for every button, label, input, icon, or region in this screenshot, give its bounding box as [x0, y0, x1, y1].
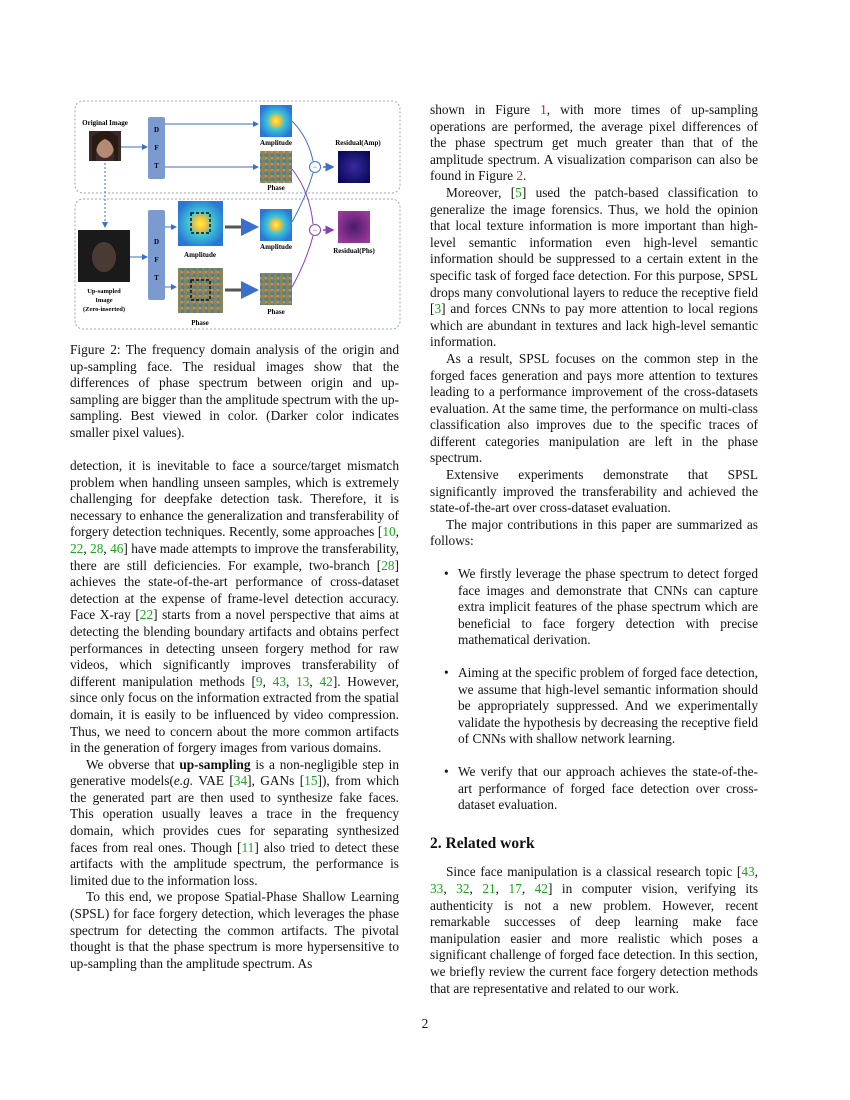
minus-sign-phs: −: [312, 225, 318, 235]
minus-sign-amp: −: [312, 162, 318, 172]
bold-term: up-sampling: [179, 756, 251, 772]
paragraph: detection, it is inevitable to face a source/target mismatch problem when handling unseen samples, which is extremely challenging for deepfake detection task. Therefore, it is necessary to enhance the generalization and transferability of forgery detection techniques. Recently, some approaches [10, 22, 28, 46] have made attempts to improve the transferability, there are still deficiencies. For example, two-branch [28] achieves the state-of-the-art performance of cross-dataset detection at the expense of frame-level detection accuracy. Face X-ray [22] starts from a novel perspective that aims at detecting the blending boundary artifacts and obtains perfect performances in detecting unseen forgery method for raw videos, which significantly improves transferability of different manipulation methods [9, 43, 13, 42]. However, since only focus on the information extracted from the spatial domain, it is easily to be influenced by video compression. Thus, we need to concern about the more common artifacts in the generation of forgery images from various domains.: [70, 458, 400, 756]
citation-link[interactable]: 43: [741, 864, 755, 880]
figure-diagram: [70, 97, 403, 332]
phase-spectrum-upsampled: [178, 268, 223, 313]
citation-link[interactable]: 42: [534, 880, 548, 896]
label-amplitude-upsampled: Amplitude: [184, 251, 216, 259]
citation-link[interactable]: 32: [456, 880, 470, 896]
figure-2: [70, 97, 403, 332]
citation-link[interactable]: 5: [515, 184, 522, 200]
amplitude-spectrum-upsampled: [178, 201, 223, 246]
amplitude-spectrum-bottom: [260, 209, 292, 241]
list-item: • Aiming at the specific problem of forged face detection, we assume that high-level semantic information should be appropriately suppressed. And we experimentally validate the hypothesis by decreasing the receptive field of CNNs with shallow network learning.: [430, 665, 758, 748]
label-residual-amp: Residual(Amp): [335, 139, 381, 147]
label-upsampled-2: Image: [95, 297, 113, 304]
citation-link[interactable]: 42: [319, 673, 333, 689]
paragraph: Moreover, [5] used the patch-based classification to generalize the image forensics. Thus, we hold the opinion that local texture information is more important than high-level semantic information even high-level semantic information should be suppressed to a certain extent in the specific task of forged face detection. For this purpose, SPSL drops many convolutional layers to reduce the receptive field [3] and forces CNNs to pay more attention to local regions which are abundant in textures and lack high-level semantic information.: [430, 184, 758, 350]
paragraph: The major contributions in this paper are summarized as follows:: [430, 516, 758, 549]
paragraph: As a result, SPSL focuses on the common step in the forged faces generation and pays more attention to textures leading to a performance improvement of the cross-datasets evaluation. At the same time, the performance on multi-class classification also improves due to the specific traces of different categories manipulation are left in the phase spectrum.: [430, 350, 758, 466]
citation-link[interactable]: 17: [508, 880, 522, 896]
citation-link[interactable]: 3: [434, 301, 442, 317]
citation-link[interactable]: 33: [430, 880, 444, 896]
contributions-list: [430, 566, 758, 814]
list-item: • We verify that our approach achieves the state-of-the-art performance of forged face detection over cross-dataset evaluation.: [430, 764, 758, 814]
citation-link[interactable]: 11: [241, 839, 255, 855]
label-phase-bottom: Phase: [267, 308, 285, 316]
label-upsampled-1: Up-sampled: [87, 288, 121, 295]
dft-bottom-f: F: [154, 256, 159, 264]
page-number: 2: [421, 1016, 429, 1031]
dft-bottom-t: T: [154, 274, 159, 282]
phase-spectrum-bottom: [260, 273, 292, 305]
figure-caption: Figure 2: The frequency domain analysis of the origin and up-sampling face. The residual images show that the differences of phase spectrum between origin and up-sampling are bigger than the amplitude spectrum with the up-sampling. Best viewed in color. (Darker color indicates smaller pixel values).: [70, 342, 399, 440]
list-item: • We firstly leverage the phase spectrum to detect forged face images and demonstrate that CNNs can capture extra implicit features of the phase spectrum which are beneficial to face forgery detection with precise mathematical derivation.: [430, 566, 758, 649]
paragraph: Since face manipulation is a classical research topic [43, 33, 32, 21, 17, 42] in computer vision, verifying its authenticity is not a new problem. However, recent remarkable successes of deep learning make face manipulation easier and more realistic which poses a significant challenge of forged face detection. In this section, we briefly review the current face forgery detection methods that are representative and related to our work.: [430, 864, 759, 996]
paragraph: To this end, we propose Spatial-Phase Shallow Learning (SPSL) for face forgery detection, which leverages the phase spectrum for detecting the common artifacts. The pivotal thought is that the phase spectrum is more hypersensitive to up-sampling than the amplitude spectrum. As: [70, 889, 399, 971]
citation-link[interactable]: 10: [382, 524, 396, 540]
dft-top-d: D: [153, 126, 160, 134]
dft-top-t: T: [154, 162, 159, 170]
label-original-image: Original Image: [82, 119, 128, 127]
label-upsampled-3: (Zero-inserted): [82, 306, 126, 313]
section-heading: 2. Related work: [430, 834, 535, 852]
residual-amp-image: [338, 151, 370, 183]
label-phase-upsampled: Phase: [191, 319, 209, 327]
dft-bottom-d: D: [153, 238, 160, 246]
citation-link[interactable]: 22: [70, 540, 84, 556]
citation-link[interactable]: 15: [304, 773, 318, 789]
citation-link[interactable]: 28: [90, 540, 104, 556]
label-amplitude-top: Amplitude: [260, 139, 292, 147]
citation-link[interactable]: 9: [255, 673, 263, 689]
dft-top-f: F: [154, 144, 159, 152]
paragraph: shown in Figure 1, with more times of up-sampling operations are performed, the average pixel differences of the phase spectrum get much greater than that of the amplitude spectrum. A visualization comparison can also be found in Figure 2.: [430, 102, 758, 184]
right-column: [430, 102, 758, 997]
label-amplitude-bottom: Amplitude: [260, 243, 292, 251]
amplitude-spectrum-top: [260, 105, 292, 137]
label-phase-top: Phase: [267, 184, 285, 192]
residual-phs-image: [338, 211, 370, 243]
citation-link[interactable]: 46: [110, 540, 124, 556]
paragraph: Extensive experiments demonstrate that SPSL significantly improved the transferability and achieved the state-of-the-art over cross-dataset evaluation.: [430, 467, 758, 516]
paragraph: We obverse that up-sampling is a non-negligible step in generative models(e.g. VAE [34], GANs [15]), from which the generated part are then used to synthesize fake faces. This operation usually leaves a trace in the frequency domain, which provides cues for separating synthesized faces from real ones. Though [11] also tried to detect these artifacts with the amplitude spectrum, the performance is limited due to the information loss.: [70, 756, 399, 888]
citation-link[interactable]: 34: [233, 773, 248, 789]
citation-link[interactable]: 21: [482, 880, 496, 896]
citation-link[interactable]: 28: [381, 557, 395, 573]
dft-box-bottom: [148, 210, 165, 300]
citation-link[interactable]: 43: [272, 673, 286, 689]
left-column: [70, 458, 399, 972]
citation-link[interactable]: 22: [139, 607, 154, 623]
label-residual-phs: Residual(Phs): [333, 247, 375, 255]
phase-spectrum-top: [260, 151, 292, 183]
figure-ref-link[interactable]: 2: [516, 168, 524, 184]
figure-ref-link[interactable]: 1: [540, 102, 547, 117]
citation-link[interactable]: 13: [296, 673, 310, 689]
